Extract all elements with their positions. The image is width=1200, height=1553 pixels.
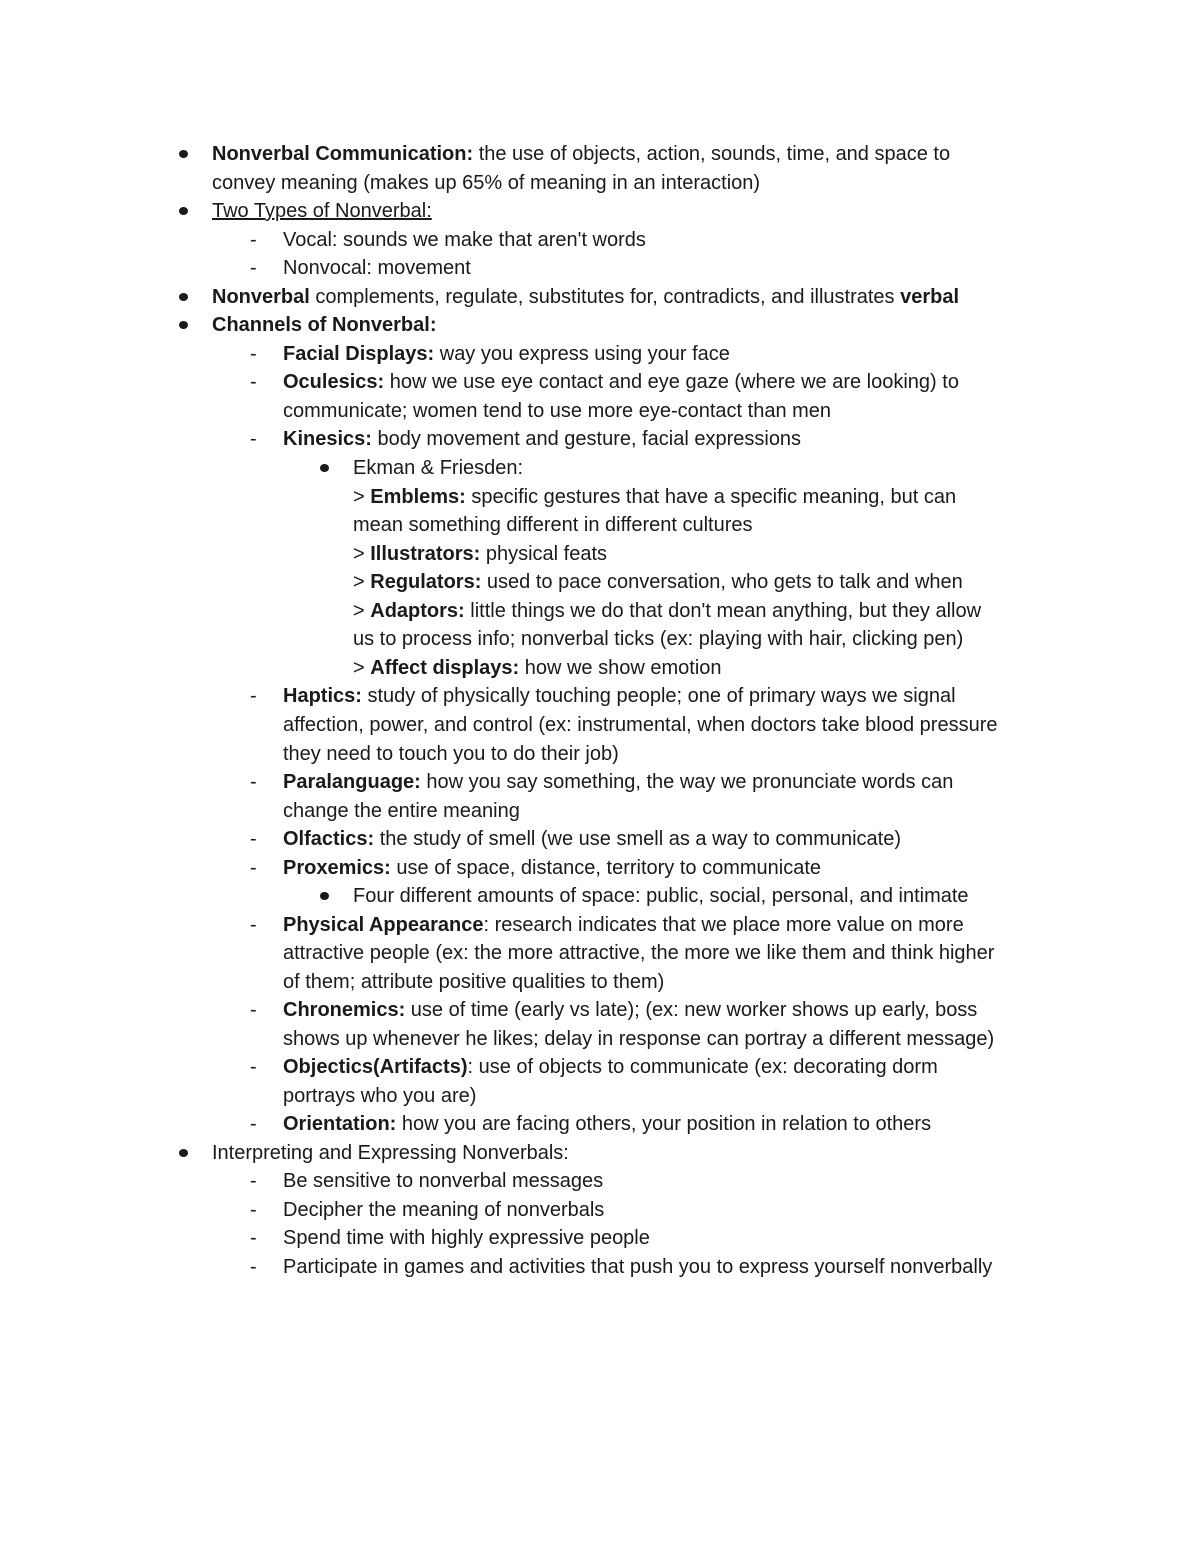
- list-item-paralanguage: - Paralanguage: how you say something, the way we pronunciate words can: [0, 768, 1200, 796]
- list-item: - Decipher the meaning of nonverbals: [0, 1196, 1200, 1224]
- continuation-line: shows up whenever he likes; delay in response can portray a different message): [283, 1028, 995, 1050]
- bullet-dot: [320, 892, 329, 900]
- kinesics-affect-displays: > Affect displays: how we show emotion: [353, 657, 722, 679]
- bullet-nonverbal-communication: [0, 140, 1200, 168]
- bullet-dot: [320, 464, 329, 472]
- definition: the use of objects, action, sounds, time, and space to: [473, 143, 951, 165]
- dash-marker: -: [250, 828, 257, 850]
- dash-marker: -: [250, 914, 257, 936]
- dash-marker: -: [250, 771, 257, 793]
- dash-marker: -: [250, 257, 257, 279]
- section-heading: Two Types of Nonverbal:: [212, 200, 432, 222]
- dash-marker: -: [250, 1227, 257, 1249]
- bullet-dot: [179, 321, 188, 329]
- kinesics-illustrators: > Illustrators: physical feats: [353, 543, 608, 565]
- continuation-line: [0, 169, 1200, 197]
- list-item-orientation: - Orientation: how you are facing others, your position in relation to others: [0, 1110, 1200, 1138]
- list-item-objectics: - Objectics(Artifacts): use of objects to communicate (ex: decorating dorm: [0, 1053, 1200, 1081]
- dash-marker: -: [250, 371, 257, 393]
- list-item-nonvocal: - Nonvocal: movement: [0, 254, 1200, 282]
- list-item-haptics: - Haptics: study of physically touching people; one of primary ways we signal: [0, 682, 1200, 710]
- bullet-two-types: [0, 197, 1200, 225]
- continuation-line: attractive people (ex: the more attractive, the more we like them and think higher: [283, 942, 995, 964]
- dash-marker: -: [250, 857, 257, 879]
- bullet-channels: [0, 311, 1200, 339]
- list-item: - Be sensitive to nonverbal messages: [0, 1167, 1200, 1195]
- term: Nonverbal Communication:: [212, 143, 474, 165]
- list-item-oculesics: - Oculesics: how we use eye contact and eye gaze (where we are looking) to: [0, 368, 1200, 396]
- bullet-dot: [179, 150, 188, 158]
- continuation-line: communicate; women tend to use more eye-contact than men: [283, 400, 832, 422]
- dash-marker: -: [250, 999, 257, 1021]
- section-heading: Channels of Nonverbal:: [212, 314, 437, 336]
- kinesics-emblems: > Emblems: specific gestures that have a specific meaning, but can: [353, 486, 957, 508]
- section-heading: Interpreting and Expressing Nonverbals:: [212, 1142, 569, 1164]
- list-item-kinesics: - Kinesics: body movement and gesture, facial expressions: [0, 425, 1200, 453]
- dash-marker: -: [250, 229, 257, 251]
- continuation-line: us to process info; nonverbal ticks (ex: playing with hair, clicking pen): [353, 628, 964, 650]
- continuation-line: mean something different in different cultures: [353, 514, 753, 536]
- list-item-proxemics: - Proxemics: use of space, distance, territory to communicate: [0, 854, 1200, 882]
- continuation-line: of them; attribute positive qualities to them): [283, 971, 665, 993]
- dash-marker: -: [250, 428, 257, 450]
- bullet-dot: [179, 1149, 188, 1157]
- dash-marker: -: [250, 343, 257, 365]
- definition: convey meaning (makes up 65% of meaning in an interaction): [212, 172, 761, 194]
- bullet-interpreting: [0, 1139, 1200, 1167]
- bullet-dot: [179, 207, 188, 215]
- continuation-line: portrays who you are): [283, 1085, 477, 1107]
- kinesics-regulators: > Regulators: used to pace conversation, who gets to talk and when: [353, 571, 963, 593]
- dash-marker: -: [250, 1256, 257, 1278]
- dash-marker: -: [250, 685, 257, 707]
- list-item-olfactics: - Olfactics: the study of smell (we use smell as a way to communicate): [0, 825, 1200, 853]
- list-item: - Participate in games and activities that push you to express yourself nonverbally: [0, 1253, 1200, 1281]
- sub-bullet-ekman: Ekman & Friesden:: [0, 454, 1200, 482]
- list-item-physical-appearance: - Physical Appearance: research indicates that we place more value on more: [0, 911, 1200, 939]
- dash-marker: -: [250, 1199, 257, 1221]
- list-item-vocal: - Vocal: sounds we make that aren't words: [0, 226, 1200, 254]
- bullet-dot: [179, 293, 188, 301]
- dash-marker: -: [250, 1170, 257, 1192]
- kinesics-adaptors: > Adaptors: little things we do that don't mean anything, but they allow: [353, 600, 982, 622]
- continuation-line: affection, power, and control (ex: instrumental, when doctors take blood pressure: [283, 714, 998, 736]
- list-item-facial-displays: - Facial Displays: way you express using your face: [0, 340, 1200, 368]
- dash-marker: -: [250, 1113, 257, 1135]
- list-item: - Spend time with highly expressive people: [0, 1224, 1200, 1252]
- continuation-line: change the entire meaning: [283, 800, 520, 822]
- continuation-line: they need to touch you to do their job): [283, 743, 619, 765]
- dash-marker: -: [250, 1056, 257, 1078]
- bullet-nonverbal-functions: Nonverbal complements, regulate, substitutes for, contradicts, and illustrates verbal: [0, 283, 1200, 311]
- sub-bullet-proxemics-spaces: Four different amounts of space: public, social, personal, and intimate: [0, 882, 1200, 910]
- list-item-chronemics: - Chronemics: use of time (early vs late); (ex: new worker shows up early, boss: [0, 996, 1200, 1024]
